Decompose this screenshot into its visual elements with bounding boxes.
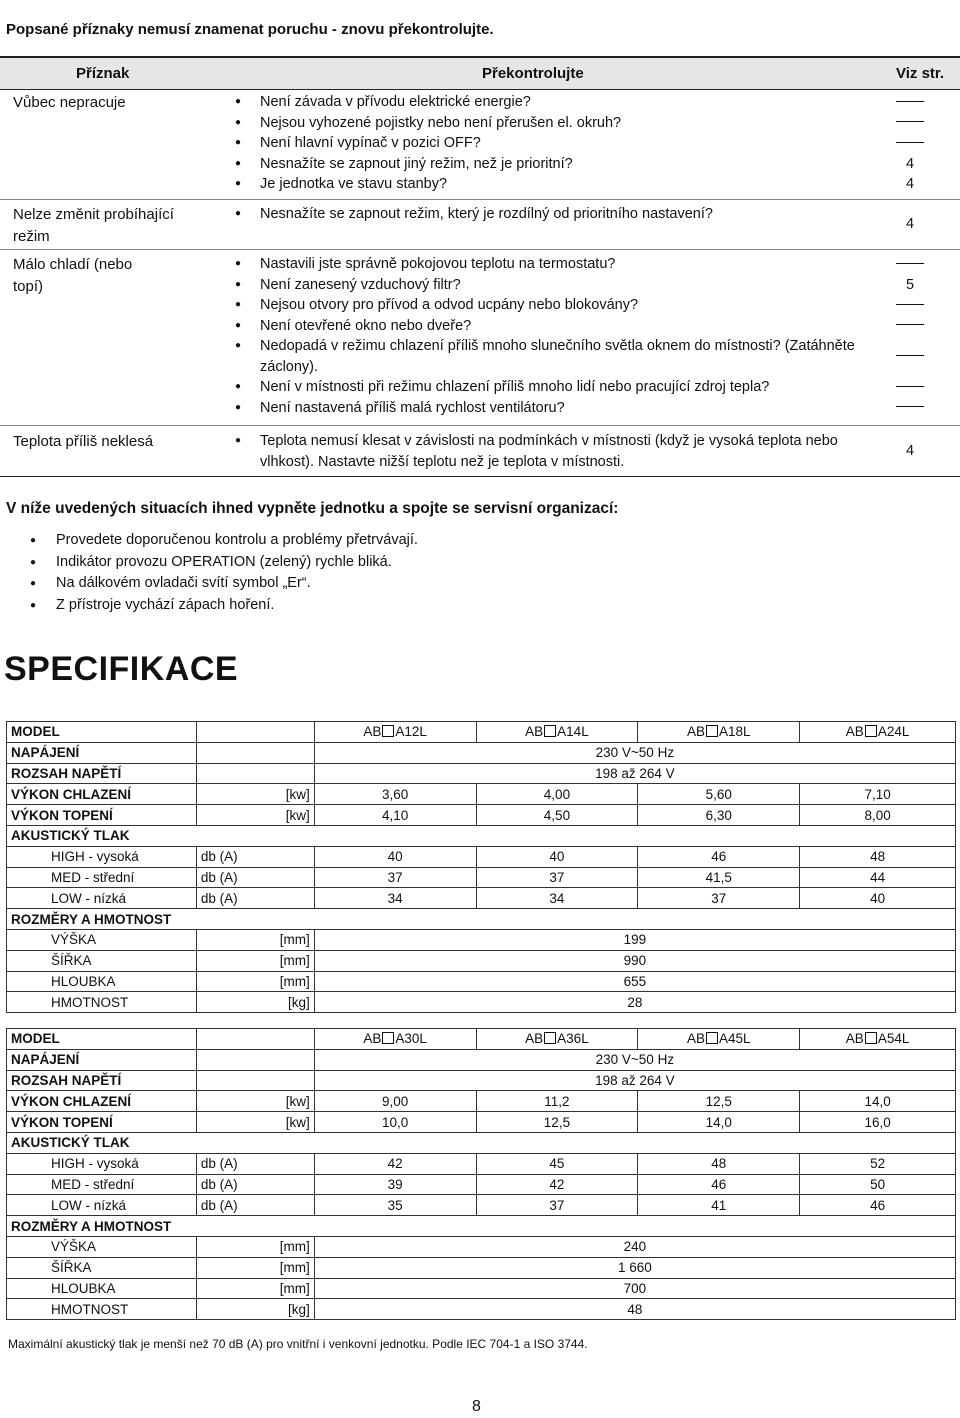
spec-cell: HMOTNOST bbox=[7, 1299, 197, 1320]
spec-cell: 4,10 bbox=[314, 805, 476, 826]
spec-cell: 35 bbox=[314, 1195, 476, 1216]
spec-cell: 41,5 bbox=[638, 867, 800, 888]
check-item: ● Nesnažíte se zapnout režim, který je rozdílný od prioritního nastavení? bbox=[230, 204, 713, 225]
warning-item: ● Provedete doporučenou kontrolu a problémy přetrvávají. bbox=[30, 530, 418, 552]
spec-row bbox=[7, 1257, 956, 1278]
spec-cell: 655 bbox=[314, 971, 955, 992]
check-list bbox=[230, 254, 860, 418]
label-model: MODEL bbox=[7, 1029, 197, 1050]
power-value: 230 V~50 Hz bbox=[314, 742, 955, 763]
spec-cell: 6,30 bbox=[638, 805, 800, 826]
troubleshooting-header bbox=[0, 56, 960, 90]
spec-cell: 3,60 bbox=[314, 784, 476, 805]
header-symptom: Příznak bbox=[76, 65, 130, 82]
spec-row bbox=[7, 805, 956, 826]
spec-cell: 39 bbox=[314, 1174, 476, 1195]
check-item: ● Není nastavená příliš malá rychlost ventilátoru? bbox=[230, 398, 860, 419]
page-ref bbox=[880, 92, 940, 113]
spec-cell: 52 bbox=[800, 1153, 956, 1174]
spec-row bbox=[7, 1195, 956, 1216]
symptom: Vůbec nepracuje bbox=[13, 94, 126, 111]
power-value: 230 V~50 Hz bbox=[314, 1049, 955, 1070]
check-item: ● Není v místnosti při režimu chlazení příliš mnoho lidí nebo pracující zdroj tepla? bbox=[230, 377, 860, 398]
spec-cell: MED - střední bbox=[7, 867, 197, 888]
spec-cell: 7,10 bbox=[800, 784, 956, 805]
spec-cell: db (A) bbox=[196, 846, 314, 867]
page-ref bbox=[880, 254, 940, 275]
label-power: NAPÁJENÍ bbox=[7, 742, 197, 763]
spec-cell: HLOUBKA bbox=[7, 971, 197, 992]
spec-row bbox=[7, 867, 956, 888]
spec-cell: [mm] bbox=[196, 1257, 314, 1278]
spec-cell bbox=[196, 742, 314, 763]
spec-cell: db (A) bbox=[196, 1153, 314, 1174]
spec-cell: 37 bbox=[314, 867, 476, 888]
spec-cell: 16,0 bbox=[800, 1112, 956, 1133]
check-item: ● Není hlavní vypínač v pozici OFF? bbox=[230, 133, 621, 154]
spec-cell: [mm] bbox=[196, 1236, 314, 1257]
voltage-value: 198 až 264 V bbox=[314, 763, 955, 784]
page-ref: 4 bbox=[905, 443, 915, 459]
spec-cell: 48 bbox=[800, 846, 956, 867]
spec-cell: 12,5 bbox=[638, 1091, 800, 1112]
spec-cell: 5,60 bbox=[638, 784, 800, 805]
spec-cell: 40 bbox=[314, 846, 476, 867]
spec-cell: 40 bbox=[476, 846, 638, 867]
spec-cell: 40 bbox=[800, 888, 956, 909]
spec-row bbox=[7, 825, 956, 846]
spec-row bbox=[7, 1278, 956, 1299]
page-number: 8 bbox=[472, 1398, 481, 1415]
label-heating: VÝKON TOPENÍ bbox=[7, 805, 197, 826]
warning-title: V níže uvedených situacích ihned vypněte jednotku a spojte se servisní organizací: bbox=[6, 500, 619, 517]
row-model bbox=[7, 722, 956, 743]
spec-row bbox=[7, 1049, 956, 1070]
check-list bbox=[230, 204, 713, 225]
warning-item: ● Na dálkovém ovladači svítí symbol „Er“. bbox=[30, 573, 418, 595]
spec-cell: 1 660 bbox=[314, 1257, 955, 1278]
spec-cell: [kg] bbox=[196, 1299, 314, 1320]
spec-cell bbox=[196, 1049, 314, 1070]
model-cell: AB A18L bbox=[638, 722, 800, 743]
symptom: Málo chladí (nebo topí) bbox=[13, 256, 133, 295]
spec-cell: 46 bbox=[638, 1174, 800, 1195]
check-item: ● Je jednotka ve stavu stanby? bbox=[230, 174, 621, 195]
spec-cell: 37 bbox=[476, 1195, 638, 1216]
spec-cell: 42 bbox=[314, 1153, 476, 1174]
check-item: ● Teplota nemusí klesat v závislosti na podmínkách v místnosti (když je vysoká teplota nebo vlhkost). Nastavte nižší teplotu než je teplota v místnosti. bbox=[230, 431, 880, 472]
spec-row bbox=[7, 1091, 956, 1112]
voltage-value: 198 až 264 V bbox=[314, 1070, 955, 1091]
label-noise: AKUSTICKÝ TLAK bbox=[7, 1132, 956, 1153]
spec-cell: 37 bbox=[476, 867, 638, 888]
spec-table-2 bbox=[6, 1028, 956, 1320]
spec-cell: 4,50 bbox=[476, 805, 638, 826]
symptom: Teplota příliš neklesá bbox=[13, 433, 154, 450]
page-ref bbox=[880, 336, 940, 377]
check-item: ● Nejsou otvory pro přívod a odvod ucpány nebo blokovány? bbox=[230, 295, 860, 316]
ref-list bbox=[880, 254, 940, 418]
check-item: ● Není zanesený vzduchový filtr? bbox=[230, 275, 860, 296]
spec-cell: ŠÍŘKA bbox=[7, 950, 197, 971]
page-ref bbox=[880, 316, 940, 337]
spec-cell: 8,00 bbox=[800, 805, 956, 826]
spec-cell: 199 bbox=[314, 929, 955, 950]
model-cell: AB A12L bbox=[314, 722, 476, 743]
check-item: ● Nejsou vyhozené pojistky nebo není přerušen el. okruh? bbox=[230, 113, 621, 134]
spec-row bbox=[7, 1070, 956, 1091]
ref-list bbox=[880, 92, 940, 195]
spec-cell bbox=[196, 1070, 314, 1091]
spec-cell: 28 bbox=[314, 992, 955, 1013]
check-item: ● Není otevřené okno nebo dveře? bbox=[230, 316, 860, 337]
spec-table-1 bbox=[6, 721, 956, 1013]
footnote: Maximální akustický tlak je menší než 70 dB (A) pro vnitřní i venkovní jednotku. Podle IEC 704-1 a ISO 3744. bbox=[8, 1337, 588, 1351]
spec-cell: [kw] bbox=[196, 1091, 314, 1112]
label-dims: ROZMĚRY A HMOTNOST bbox=[7, 909, 956, 930]
spec-cell: 11,2 bbox=[476, 1091, 638, 1112]
spec-cell: 45 bbox=[476, 1153, 638, 1174]
page-ref: 4 bbox=[905, 216, 915, 232]
spec-row bbox=[7, 992, 956, 1013]
label-voltage: ROZSAH NAPĚTÍ bbox=[7, 1070, 197, 1091]
spec-cell: 12,5 bbox=[476, 1112, 638, 1133]
label-cooling: VÝKON CHLAZENÍ bbox=[7, 784, 197, 805]
spec-row bbox=[7, 909, 956, 930]
spec-row bbox=[7, 784, 956, 805]
spec-cell: 41 bbox=[638, 1195, 800, 1216]
spec-cell: LOW - nízká bbox=[7, 1195, 197, 1216]
check-list bbox=[230, 431, 880, 472]
spec-row bbox=[7, 1236, 956, 1257]
page-ref: 4 bbox=[905, 176, 915, 192]
model-cell: AB A54L bbox=[800, 1029, 956, 1050]
spec-cell bbox=[196, 722, 314, 743]
spec-cell: 14,0 bbox=[800, 1091, 956, 1112]
spec-cell: 44 bbox=[800, 867, 956, 888]
label-cooling: VÝKON CHLAZENÍ bbox=[7, 1091, 197, 1112]
spec-cell: [kg] bbox=[196, 992, 314, 1013]
spec-cell: db (A) bbox=[196, 867, 314, 888]
spec-cell: 37 bbox=[638, 888, 800, 909]
spec-cell: db (A) bbox=[196, 888, 314, 909]
spec-cell: 14,0 bbox=[638, 1112, 800, 1133]
spec-cell: 240 bbox=[314, 1236, 955, 1257]
header-check: Překontrolujte bbox=[482, 65, 584, 82]
spec-row bbox=[7, 971, 956, 992]
spec-cell: LOW - nízká bbox=[7, 888, 197, 909]
spec-cell: 48 bbox=[638, 1153, 800, 1174]
spec-cell: ŠÍŘKA bbox=[7, 1257, 197, 1278]
spec-row bbox=[7, 742, 956, 763]
spec-cell: [kw] bbox=[196, 784, 314, 805]
page-ref bbox=[880, 133, 940, 154]
spec-cell: HIGH - vysoká bbox=[7, 846, 197, 867]
spec-cell: 34 bbox=[476, 888, 638, 909]
spec-cell: HLOUBKA bbox=[7, 1278, 197, 1299]
spec-cell bbox=[196, 1029, 314, 1050]
warning-list bbox=[30, 530, 418, 616]
model-cell: AB A36L bbox=[476, 1029, 638, 1050]
label-noise: AKUSTICKÝ TLAK bbox=[7, 825, 956, 846]
spec-row bbox=[7, 929, 956, 950]
page-ref bbox=[880, 377, 940, 398]
spec-cell: 990 bbox=[314, 950, 955, 971]
spec-cell: 42 bbox=[476, 1174, 638, 1195]
spec-row bbox=[7, 1216, 956, 1237]
spec-cell: VÝŠKA bbox=[7, 1236, 197, 1257]
spec-cell: 46 bbox=[638, 846, 800, 867]
label-power: NAPÁJENÍ bbox=[7, 1049, 197, 1070]
spec-cell: 10,0 bbox=[314, 1112, 476, 1133]
spec-row bbox=[7, 1132, 956, 1153]
warning-item: ● Indikátor provozu OPERATION (zelený) rychle bliká. bbox=[30, 552, 418, 574]
top-note: Popsané příznaky nemusí znamenat poruchu - znovu překontrolujte. bbox=[6, 21, 494, 38]
check-item: ● Nesnažíte se zapnout jiný režim, než je prioritní? bbox=[230, 154, 621, 175]
spec-cell: [mm] bbox=[196, 1278, 314, 1299]
label-model: MODEL bbox=[7, 722, 197, 743]
model-cell: AB A30L bbox=[314, 1029, 476, 1050]
header-ref: Viz str. bbox=[896, 65, 945, 82]
spec-cell: 50 bbox=[800, 1174, 956, 1195]
ref-list bbox=[880, 441, 940, 462]
spec-cell: HMOTNOST bbox=[7, 992, 197, 1013]
spec-cell: [mm] bbox=[196, 929, 314, 950]
symptom: Nelze změnit probíhající režim bbox=[13, 206, 174, 245]
page-ref: 5 bbox=[905, 276, 915, 293]
label-heating: VÝKON TOPENÍ bbox=[7, 1112, 197, 1133]
spec-row bbox=[7, 1153, 956, 1174]
spec-cell bbox=[196, 763, 314, 784]
spec-row bbox=[7, 1112, 956, 1133]
spec-row bbox=[7, 888, 956, 909]
spec-cell: [kw] bbox=[196, 805, 314, 826]
spec-cell: [mm] bbox=[196, 971, 314, 992]
spec-cell: MED - střední bbox=[7, 1174, 197, 1195]
spec-cell: 9,00 bbox=[314, 1091, 476, 1112]
spec-cell: 48 bbox=[314, 1299, 955, 1320]
warning-item: ● Z přístroje vychází zápach hoření. bbox=[30, 595, 418, 617]
label-dims: ROZMĚRY A HMOTNOST bbox=[7, 1216, 956, 1237]
spec-cell: HIGH - vysoká bbox=[7, 1153, 197, 1174]
spec-row bbox=[7, 763, 956, 784]
spec-cell: VÝŠKA bbox=[7, 929, 197, 950]
page-ref bbox=[880, 295, 940, 316]
model-cell: AB A14L bbox=[476, 722, 638, 743]
model-cell: AB A45L bbox=[638, 1029, 800, 1050]
spec-cell: db (A) bbox=[196, 1174, 314, 1195]
spec-cell: db (A) bbox=[196, 1195, 314, 1216]
spec-cell: 46 bbox=[800, 1195, 956, 1216]
spec-row bbox=[7, 1174, 956, 1195]
spec-row bbox=[7, 1299, 956, 1320]
spec-cell: [kw] bbox=[196, 1112, 314, 1133]
spec-title: SPECIFIKACE bbox=[4, 650, 239, 688]
page-ref: 4 bbox=[905, 155, 915, 172]
spec-cell: [mm] bbox=[196, 950, 314, 971]
check-list bbox=[230, 92, 621, 195]
spec-cell: 34 bbox=[314, 888, 476, 909]
ref-list bbox=[880, 214, 940, 235]
spec-row bbox=[7, 950, 956, 971]
spec-row bbox=[7, 846, 956, 867]
check-item: ● Není závada v přívodu elektrické energie? bbox=[230, 92, 621, 113]
check-item: ● Nedopadá v režimu chlazení příliš mnoho slunečního světla oknem do místnosti? (Zatáhněte záclony). bbox=[230, 336, 860, 377]
spec-cell: 700 bbox=[314, 1278, 955, 1299]
label-voltage: ROZSAH NAPĚTÍ bbox=[7, 763, 197, 784]
row-model bbox=[7, 1029, 956, 1050]
spec-cell: 4,00 bbox=[476, 784, 638, 805]
model-cell: AB A24L bbox=[800, 722, 956, 743]
check-item: ● Nastavili jste správně pokojovou teplotu na termostatu? bbox=[230, 254, 860, 275]
page-ref bbox=[880, 398, 940, 419]
page-ref bbox=[880, 113, 940, 134]
